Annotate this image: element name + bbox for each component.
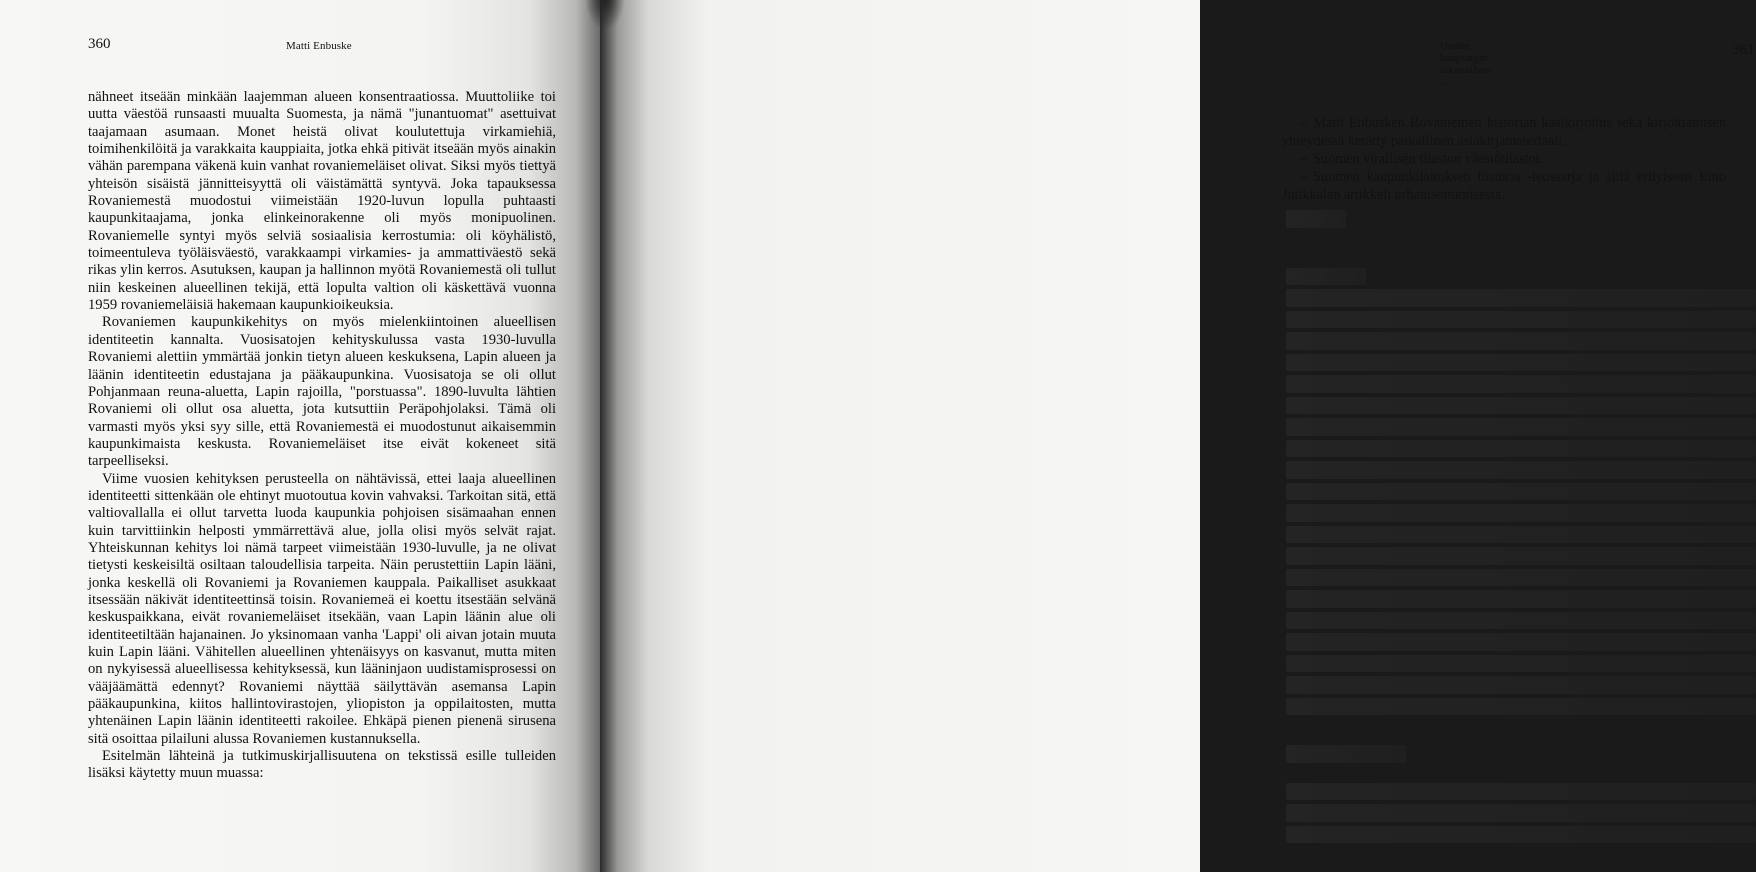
source-item	[1282, 114, 1726, 150]
left-page	[0, 0, 600, 872]
source-list	[1282, 114, 1726, 204]
source-item-text: Suomen virallisen tilaston väestötilastot.	[1313, 151, 1544, 167]
body-text	[88, 89, 556, 783]
source-item-text: Suomen kaupunkilaitoksen historia -teossarja ja siitä erityisesti Eino Jutikkalan artikkeli urbanisoitumisesta.	[1282, 169, 1726, 203]
paragraph: Viime vuosien kehityksen perusteella on nähtävissä, ettei laaja alueellinen identiteetti sittenkään ole ehtinyt muotoutua kovin vahvaksi. Tarkoitan sitä, että valtiovallalla ei ollut tarvetta luoda kaupunkia pohjoisen sisämaahan ennen kuin tarvittiinkin helposti ymmärrettävä alue, jolla olisi myös selvät rajat. Yhteiskunnan kehitys loi nämä tarpeet viimeistään 1930-luvulle, ja ne olivat tietysti keskeisiltä osiltaan taloudellisia tarpeita. Näin perustettiin Lapin lääni, jonka keskellä oli Rovaniemi ja Rovaniemen kauppala. Paikalliset asukkaat itsessään näkivät identiteettinsä toisin. Rovaniemeä ei koettu itsestään selvänä keskuspaikkana, eivät rovaniemeläiset itsekään, vaan Lapin läänin alue oli identiteetiltään hajanainen. Jo yksinomaan vanha 'Lappi' oli aivan jotain muuta kuin Lapin lääni. Vähitellen alueellinen yhtenäisyys on kasvanut, mutta miten on nykyisessä alueellisessa kehityksessä, kun lääninjaon uudistamisprosessi on vääjäämättä edennyt? Rovaniemi näyttää säilyttävän asemansa Lapin pääkaupunkina, kiitos hallintovirastojen, yliopiston ja oppilaitosten, mutta yhtenäinen Lapin läänin identiteetti rakoilee. Ehkäpä pienen pienenä sirusena sitä osoittaa pilailuni alussa Rovaniemen kustannuksella.	[88, 470, 556, 747]
source-item-text: Matti Enbusken Rovaniemen historian käsikirjoitus sekä kirjoittamisen yhteydessä kerätty paikallinen asiakirjamateriaali.	[1282, 115, 1726, 149]
paragraph: Rovaniemen kaupunkikehitys on myös mielenkiintoinen alueellisen identiteetin kannalta. Vuosisatojen kehityskulussa vasta 1930-luvulla Rovaniemi alettiin ymmärtää jonkin tietyn alueen keskuksena, Lapin alueen ja läänin identiteetin edustajana ja pääkaupunkina. Vuosisatoja se oli ollut Pohjanmaan reuna-aluetta, Lapin rajoilla, "porstuassa". 1890-luvulta lähtien Rovaniemi oli ollut osa aluetta, jota kutsuttiin Peräpohjolaksi. Tämä oli varmasti myös yksi syy sille, että Rovaniemestä ei muodostunut aikaisemmin kaupunkimaista keskusta. Rovaniemeläiset itse eivät kokeneet sitä tarpeelliseksi.	[88, 314, 556, 470]
paragraph: nähneet itseään minkään laajemman alueen konsentraatiossa. Muuttoliike toi uutta väestöä runsaasti muualta Suomesta, ja nämä "junantuomat" asettuivat taajamaan asumaan. Monet heistä olivat koulutettuja virkamiehiä, toimihenkilöitä ja varakkaita kauppiaita, jotka ehkä pitivät itseään myös ainakin vähän parempana väkenä kuin vanhat rovaniemeläiset olivat. Siksi myös tiettyä yhteisön sisäistä jännitteisyyttä oli väistämättä syntyvä. Joka tapauksessa Rovaniemestä muodostui viimeistään 1920-luvun lopulla puhtaasti kaupunkitaajama, jonka elinkeinorakenne oli myös monipuolinen. Rovaniemelle syntyi myös selviä sosiaalisia kerrostumia: oli köyhälistö, toimeentuleva työläisväestö, varakkaampi virkamies- ja ammattiväestö sekä rikas ylin kerros. Asutuksen, kaupan ja hallinnon myötä Rovaniemestä oli tullut niin keskeinen alueellinen tekijä, että lopulta valtion oli käskettävä vuonna 1959 rovaniemeläisiä hakemaan kaupunkioikeuksia.	[88, 89, 556, 314]
right-page	[600, 0, 1755, 872]
page-number: 361	[1732, 42, 1755, 58]
paragraph: Esitelmän lähteinä ja tutkimuskirjallisuutena on tekstissä esille tulleiden lisäksi käytetty muun muassa:	[88, 748, 556, 782]
bleed-through-texture	[1286, 150, 1756, 850]
source-item	[1282, 150, 1726, 168]
dash: –	[1300, 115, 1308, 131]
running-head: Uuden kaupungin alkuvaiheet ...	[1440, 40, 1492, 88]
gutter-shadow	[585, 0, 625, 30]
page-number: 360	[88, 36, 111, 52]
dash: –	[1300, 151, 1308, 167]
source-item	[1282, 168, 1726, 204]
dash: –	[1300, 169, 1308, 185]
running-head: Matti Enbuske	[286, 40, 352, 52]
